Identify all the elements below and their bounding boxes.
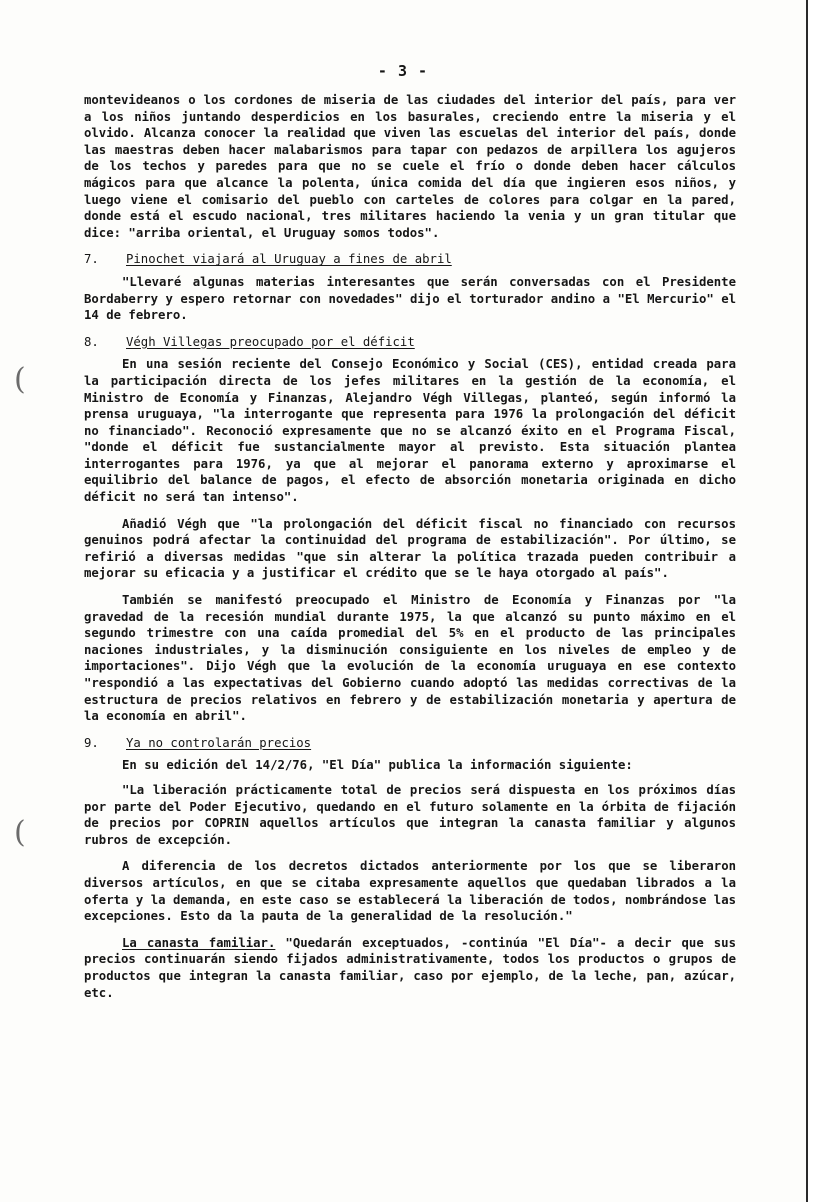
section-paragraph: En una sesión reciente del Consejo Económico y Social (CES), entidad creada para la participación directa de los jefes militares en la gestión de la economía, el Ministro de Economía y Finanzas, Alejandro Végh Villegas, planteó, según informó la prensa uruguaya, "la interrogante que representa para 1976 la prolongación del déficit no financiado". Reconoció expresamente que no se alcanzó éxito en el Programa Fiscal, "donde el déficit fue sustancialmente mayor al previsto. Esta situación plantea interrogantes para 1976, ya que al mejorar el panorama externo y aproximarse el equilibrio del balance de pagos, el efecto de absorción monetaria originada en dicho déficit no será tan intenso".: [84, 357, 736, 505]
quoted-paragraph: A diferencia de los decretos dictados anteriormente por los que se liberaron diversos artículos, en que se citaba expresamente aquellos que quedaban librados a la oferta y la demanda, en este caso se establecerá la liberación de todos, nombrándose las excepciones. Esto da la pauta de la generalidad de la resolución.": [84, 859, 736, 924]
section-number: 9.: [84, 735, 99, 750]
section-number: 7.: [84, 252, 99, 267]
section-heading-7: [84, 251, 736, 268]
section-heading-8: [84, 334, 736, 351]
section-paragraph: En su edición del 14/2/76, "El Día" publica la información siguiente:: [122, 758, 633, 773]
section-title: Pinochet viajará al Uruguay a fines de abril: [126, 252, 452, 267]
section-heading-9: [84, 735, 736, 752]
page-edge: [806, 0, 808, 1202]
margin-mark: (: [14, 362, 26, 397]
section-number: 8.: [84, 334, 99, 349]
margin-mark: (: [14, 815, 26, 850]
section-title: Ya no controlarán precios: [126, 735, 312, 750]
page-number: - 3 -: [377, 62, 429, 80]
document-body: [84, 92, 736, 1011]
intro-paragraph: montevideanos o los cordones de miseria de las ciudades del interior del país, para ver a los niños juntando desperdicios en los basurales, creciendo entre la miseria y el olvido. Alcanza conocer la realidad que viven las escuelas del interior del país, donde las maestras deben hacer malabarismos para tapar con pedazos de arpillera los agujeros de los techos y paredes para que no se cuele el frío o donde deben hacer cálculos mágicos para que alcance la polenta, única comida del día que ingieren esos niños, y luego viene el comisario del pueblo con carteles de colores para colgar en la pared, donde está el escudo nacional, tres militares haciendo la venia y un gran titular que dice: "arriba oriental, el Uruguay somos todos".: [84, 93, 736, 240]
section-paragraph: "Llevaré algunas materias interesantes que serán conversadas con el Presidente Bordaberry y espero retornar con novedades" dijo el torturador andino a "El Mercurio" el 14 de febrero.: [84, 274, 736, 323]
section-title: Végh Villegas preocupado por el déficit: [126, 334, 415, 349]
quoted-paragraph: "La liberación prácticamente total de precios será dispuesta en los próximos días por parte del Poder Ejecutivo, quedando en el futuro solamente en la órbita de fijación de precios por COPRIN aquellos artículos que integran la canasta familiar y algunos rubros de excepción.: [84, 782, 736, 847]
section-paragraph: También se manifestó preocupado el Ministro de Economía y Finanzas por "la gravedad de la recesión mundial durante 1975, la que alcanzó su punto máximo en el segundo trimestre con una caída promedial del 5% en el producto de las principales naciones industriales, y la disminución consiguiente en los niveles de empleo y de importaciones". Dijo Végh que la evolución de la economía uruguaya en ese contexto "respondió a las expectativas del Gobierno cuando adoptó las medidas correctivas de la estructura de precios relativos en febrero y de estabilización monetaria y apertura de la economía en abril".: [84, 593, 736, 724]
final-paragraph: [84, 935, 736, 1001]
inline-heading: La canasta familiar.: [122, 935, 276, 950]
section-paragraph: Añadió Végh que "la prolongación del déficit fiscal no financiado con recursos genuinos podrá afectar la continuidad del programa de estabilización". Por último, se refirió a diversas medidas "que sin alterar la política trazada pueden contribuir a mejorar su eficacia y a justificar el crédito que se le haya otorgado al país".: [84, 516, 736, 581]
final-paragraph-text: "Quedarán exceptuados, -continúa "El Día"- a decir que sus precios continuarán siendo fijados administrativamente, todos los productos o grupos de productos que integran la canasta familiar, caso por ejemplo, de la leche, pan, azúcar, etc.: [84, 935, 736, 1000]
